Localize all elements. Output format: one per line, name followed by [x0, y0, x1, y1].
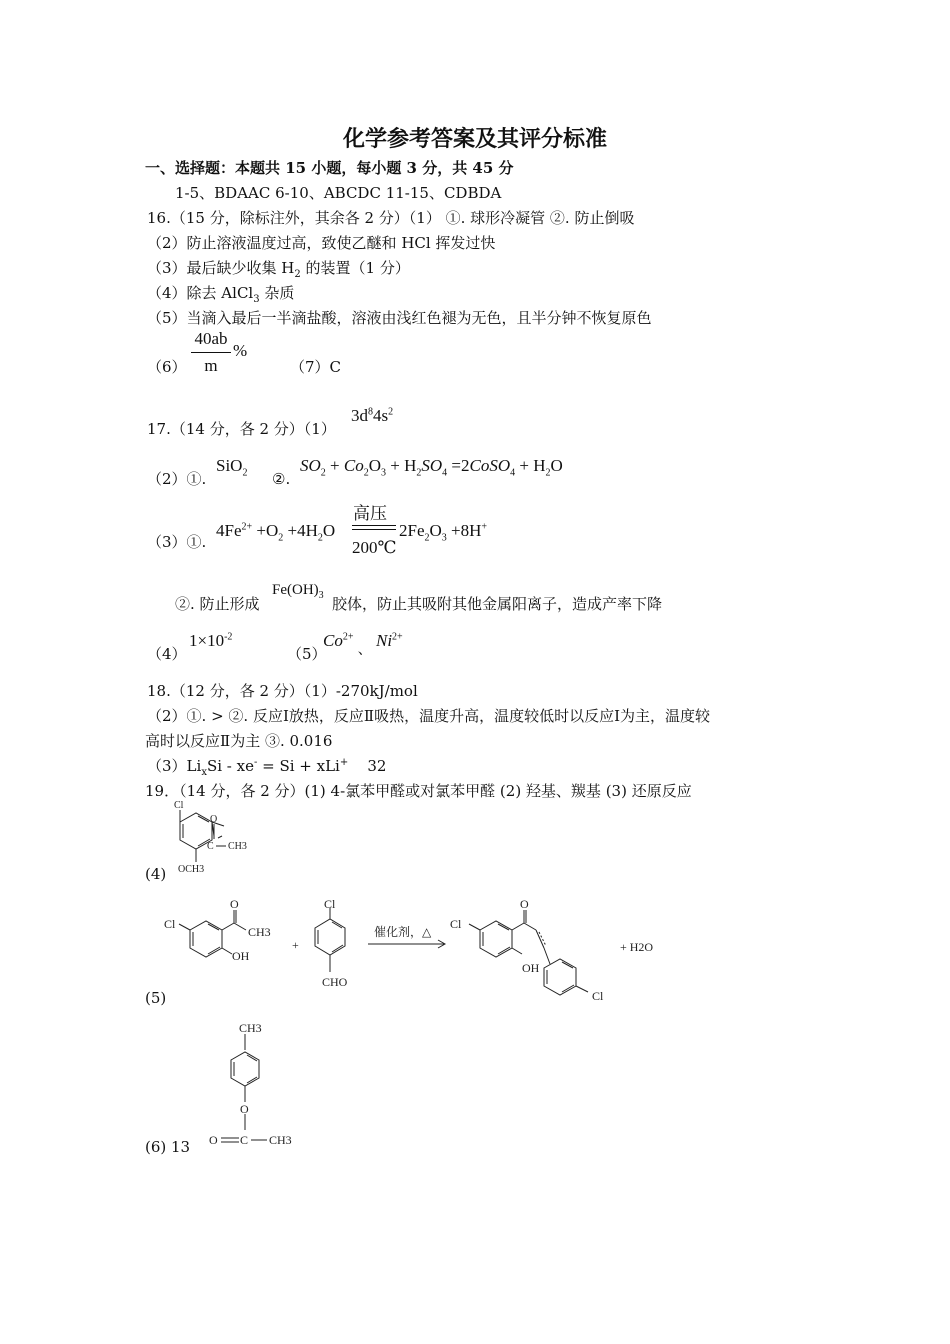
q17-p3b-b: 胶体，防止其吸附其他金属阳离子，造成产率下降 [332, 595, 663, 613]
q18-head: 18.（12 分，各 2 分）（1）-270kJ/mol [147, 682, 418, 700]
fraction-denominator: m [204, 356, 218, 375]
svg-text:OH: OH [522, 961, 540, 975]
svg-text:CH3: CH3 [248, 925, 271, 939]
svg-text:C: C [207, 841, 214, 852]
equals-bar-top [352, 525, 396, 526]
q17-p4-value: $1\times 10^{-2}$ [189, 631, 233, 650]
choice-answers: 1-5、BDAAC 6-10、ABCDC 11-15、CDBDA [175, 184, 502, 202]
svg-text:+ H2O: + H2O [620, 940, 654, 954]
q17-p2-label: （2）①. [147, 470, 207, 488]
page-title: 化学参考答案及其评分标准 [342, 126, 607, 152]
svg-text:O: O [210, 814, 218, 825]
structure-4 [160, 796, 260, 880]
condition-top: 高压 [353, 504, 387, 524]
q18-p2a: （2）①. > ②. 反应Ⅰ放热，反应Ⅱ吸热，温度升高，温度较低时以反应Ⅰ为主，温度较 [147, 707, 711, 725]
q18-p2b: 高时以反应Ⅱ为主 ③. 0.016 [145, 732, 333, 750]
q17-equation-2: $SO_2 + Co_2O_3 + H_2SO_4$ =2CoSO$_4$ + $H_2O$ [300, 456, 563, 479]
q19-p6-label: (6) 13 [145, 1138, 191, 1156]
q17-p5-label: （5） [287, 645, 327, 663]
structure-6 [205, 1018, 315, 1156]
q19-p4-label: (4) [145, 865, 167, 883]
svg-text:OH: OH [232, 949, 250, 963]
q18-p3: $(3)Li_xSi - xe^- = Si + xLi^+$ 32 [147, 757, 387, 778]
svg-text:Cl: Cl [450, 917, 462, 931]
q16-p4: （4）除去 AlCl$_3$ 杂质 [147, 284, 295, 305]
q16-p2: （2）防止溶液温度过高，致使乙醚和 HCl 挥发过快 [147, 234, 496, 252]
svg-text:Cl: Cl [592, 989, 604, 1003]
svg-text:O: O [209, 1133, 218, 1147]
q19-p5-label: (5) [145, 989, 167, 1007]
svg-text:Cl: Cl [164, 917, 176, 931]
svg-text:CH3: CH3 [228, 841, 247, 852]
svg-text:催化剂，△: 催化剂，△ [374, 925, 432, 939]
svg-text:+: + [292, 938, 299, 952]
condition-bottom: 200℃ [352, 538, 397, 557]
section1-heading: 一、选择题：本题共 15 小题，每小题 3 分，共 45 分 [145, 159, 514, 177]
q17-p4-label: （4） [147, 645, 187, 663]
svg-text:Cl: Cl [324, 897, 336, 911]
percent-sign: % [233, 341, 248, 360]
q17-equation-3-left: $4Fe^{2+} +O_2 +4H_2O$ [216, 521, 336, 544]
equals-bar-bottom [352, 529, 396, 530]
q16-p7: （7）C [290, 358, 342, 376]
reaction-scheme-5 [160, 896, 680, 1008]
svg-text:O: O [230, 897, 239, 911]
svg-text:Cl: Cl [174, 800, 184, 811]
svg-text:O: O [240, 1102, 249, 1116]
fraction-numerator: 40ab [194, 329, 228, 348]
q16-head: 16.（15 分，除标注外，其余各 2 分）（1） ①. 球形冷凝管 ②. 防止倒吸 [147, 209, 635, 227]
q19-head: 19．（14 分，各 2 分）(1) 4-氯苯甲醛或对氯苯甲醛 (2) 羟基、羰基 (3) 还原反应 [145, 782, 692, 800]
svg-text:C: C [240, 1133, 249, 1147]
q16-p3: （3）最后缺少收集 $H_2$ 的装置（1 分） [147, 259, 410, 280]
q17-p3-label: （3）①. [147, 533, 207, 551]
q17-p3b-a: ②. 防止形成 [175, 595, 260, 613]
q17-p2b-label: ②. [272, 470, 291, 488]
q16-p6-label: （6） [147, 358, 187, 376]
svg-text:CHO: CHO [322, 975, 348, 989]
feoh3-formula: $Fe(OH)_3$ [272, 582, 324, 601]
svg-text:O: O [520, 897, 529, 911]
svg-text:OCH3: OCH3 [178, 864, 205, 875]
svg-text:CH3: CH3 [269, 1133, 292, 1147]
electron-config: $3d^84s^2$ [351, 406, 394, 425]
svg-text:CH3: CH3 [239, 1021, 262, 1035]
fraction-bar [191, 352, 231, 353]
q16-p5: （5）当滴入最后一半滴盐酸，溶液由浅红色褪为无色，且半分钟不恢复原色 [147, 309, 652, 327]
q17-p5-value: $Co^{2+}$ $_、$ $Ni^{2+}$ [323, 631, 403, 658]
q17-head: 17.（14 分，各 2 分）（1） [147, 420, 336, 438]
sio2-formula: SiO$_2$ [216, 456, 248, 479]
q17-equation-3-right: $2Fe_2O_3 +8H^+$ [399, 521, 488, 544]
